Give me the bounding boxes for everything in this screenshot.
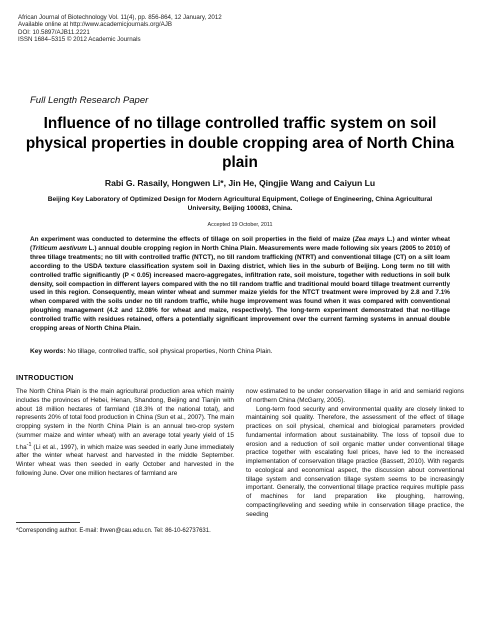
journal-issn: ISSN 1684–5315 © 2012 Academic Journals bbox=[18, 36, 141, 44]
right-column bbox=[246, 388, 464, 519]
intro-paragraph bbox=[16, 388, 234, 479]
corresponding-author-footnote: *Corresponding author. E-mail: lhwen@cau.edu.cn. Tel: 86-10-62737631. bbox=[16, 528, 211, 534]
accepted-date: Accepted 19 October, 2011 bbox=[207, 222, 273, 228]
journal-availability: Available online at http://www.academicjournals.org/AJB bbox=[18, 21, 172, 29]
abstract-text: L.) annual double cropping region in North China Plain. Measurements were made following six years (2005 to 2010) of three tillage treatments; no till with controlled traffic (NTCT), no till random trafficking (NTRT) and conventional tillage (CT) on a silt loam according to the USDA texture classification system soil in Daxing district, which lies in the suburb of Beijing. Long term no till with controlled traffic significantly (P < 0.05) increased macro-aggregates, infiltration rate, soil moisture, together with reductions in soil bulk density, soil compaction in different layers compared with the no till random traffic and traditional mould board tillage treatment currently used in this region. Consequently, mean winter wheat and summer maize yields for the NTCT treatment were improved by 2.8 and 7.1% when compared with the soils under no till random traffic, while huge improvement was found when it was compared with conventional ploughing management (4.2 and 12.08% for wheat and maize, respectively). The long-term experiment demonstrated that no-tillage controlled traffic with residues retained, offers a potentially significant improvement over the current farming systems in annual double cropping areas of North China Plain. bbox=[30, 244, 451, 333]
abstract-text: An experiment was conducted to determine the effects of tillage on soil properties in the field of maize ( bbox=[30, 236, 355, 243]
footnote-divider bbox=[16, 522, 80, 523]
paper-type: Full Length Research Paper bbox=[30, 95, 149, 106]
keywords-text: No tillage, controlled traffic, soil physical properties, North China Plain. bbox=[65, 348, 273, 355]
paper-title: Influence of no tillage controlled traffic system on soil physical properties in double cropping area of North China plain bbox=[25, 115, 455, 171]
intro-paragraph: Long-term food security and environmental quality are closely linked to maintaining soil quality. Therefore, the assessment of the effect of tillage practices on soil physical, chemical and biological parameters provided fundamental information about sustainability. The loss of topsoil due to erosion and a reduction of soil organic matter under conventional tillage practice together with escalating fuel prices, have led to the increased implementation of conservation tillage practice (Bassett, 2010). With regards to ecological and economical aspect, the discussion about conventional tillage system and conservation tillage system seems to be increasingly important. Generally, the conventional tillage practice requires multiple pass of machines for land preparation like ploughing, harrowing, compacting/leveling and seeding while in conservation tillage practice, the seeding bbox=[246, 405, 464, 518]
species-maize: Zea mays bbox=[354, 236, 385, 243]
species-wheat: Triticum aestivum bbox=[32, 244, 87, 252]
abstract bbox=[30, 236, 450, 334]
author-affiliation: Beijing Key Laboratory of Optimized Design for Modern Agricultural Equipment, College of Engineering, China Agricultural University, Beijing 100083, China. bbox=[47, 196, 433, 212]
author-list: Rabi G. Rasaily, Hongwen Li*, Jin He, Qingjie Wang and Caiyun Lu bbox=[104, 178, 376, 188]
keywords-label: Key words: bbox=[30, 348, 66, 355]
abstract-text: L.) and winter wheat ( bbox=[30, 236, 450, 252]
journal-citation: African Journal of Biotechnology Vol. 11(4), pp. 856-864, 12 January, 2012 bbox=[18, 14, 222, 21]
left-column bbox=[16, 388, 234, 479]
superscript: -1 bbox=[26, 441, 32, 448]
paragraph-text: (Li et al., 1997), in which maize was seeded in early June immediately after the winter wheat harvest and harvested in the middle September. Winter wheat was then seeded in early October and harvested in the following June. Over one million hectares of farmland are bbox=[16, 443, 234, 477]
section-heading-introduction: INTRODUCTION bbox=[16, 373, 74, 382]
journal-doi: DOI: 10.5897/AJB11.2221 bbox=[18, 28, 90, 36]
intro-paragraph: now estimated to be under conservation tillage in arid and semiarid regions of northern China (McGarry, 2005). bbox=[246, 388, 464, 404]
journal-header bbox=[18, 14, 222, 44]
keywords bbox=[30, 348, 450, 357]
paragraph-text: The North China Plain is the main agricultural production area which mainly includes the provinces of Hebei, Henan, Shandong, Beijing and Tianjin with about 18 million hectares of farmland (18.3% of the national total), and represents 20% of total food production in China (Sun et al., 2007). The main cropping system in the North China Plain is an annual two-crop system (summer maize and winter wheat) with an average total yearly yield of 15 t.ha bbox=[16, 388, 234, 451]
